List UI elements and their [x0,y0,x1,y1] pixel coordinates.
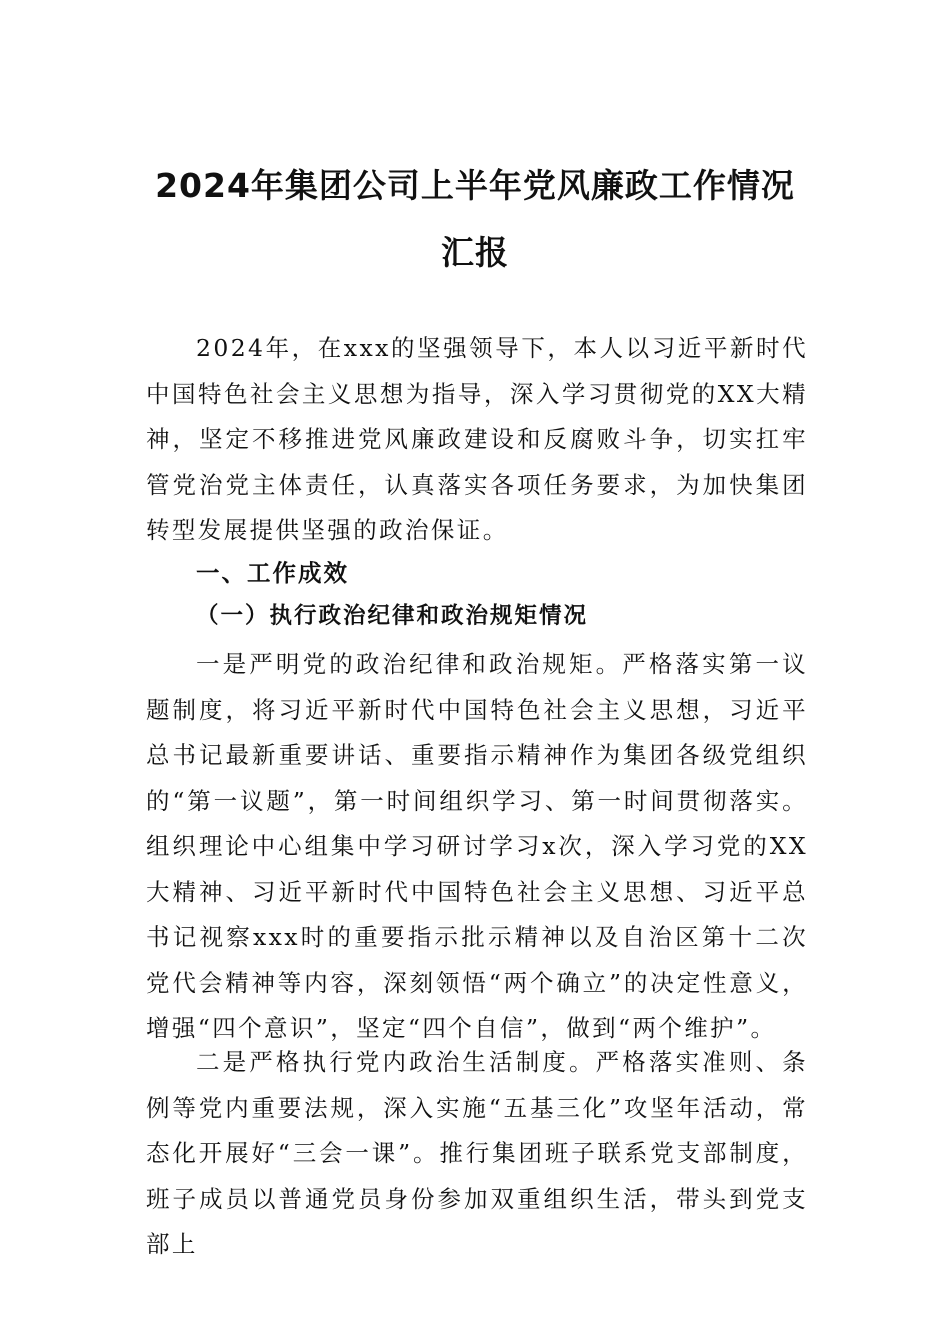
document-title-line-2: 汇报 [441,233,509,272]
paragraph-point-two: 二是严格执行党内政治生活制度。严格落实准则、条例等党内重要法规，深入实施“五基三化”攻坚年活动，常态化开展好“三会一课”。推行集团班子联系党支部制度，班子成员以普通党员身份参加双重组织生活，带头到党支部上 [146,1048,808,1258]
subsection-heading-political-discipline: （一）执行政治纪律和政治规矩情况 [196,603,589,629]
document-title-line-1: 2024年集团公司上半年党风廉政工作情况 [155,166,795,205]
paragraph-point-one: 一是严明党的政治纪律和政治规矩。严格落实第一议题制度，将习近平新时代中国特色社会主义思想，习近平总书记最新重要讲话、重要指示精神作为集团各级党组织的“第一议题”，第一时间组织学习、第一时间贯彻落实。组织理论中心组集中学习研讨学习x次，深入学习党的XX大精神、习近平新时代中国特色社会主义思想、习近平总书记视察xxx时的重要指示批示精神以及自治区第十二次党代会精神等内容，深刻领悟“两个确立”的决定性意义，增强“四个意识”，坚定“四个自信”，做到“两个维护”。 [146,650,808,1042]
intro-paragraph: 2024年，在xxx的坚强领导下，本人以习近平新时代中国特色社会主义思想为指导，深入学习贯彻党的XX大精神，坚定不移推进党风廉政建设和反腐败斗争，切实扛牢管党治党主体责任，认真落实各项任务要求，为加快集团转型发展提供坚强的政治保证。 [146,334,808,544]
section-heading-work-results: 一、工作成效 [196,559,349,587]
